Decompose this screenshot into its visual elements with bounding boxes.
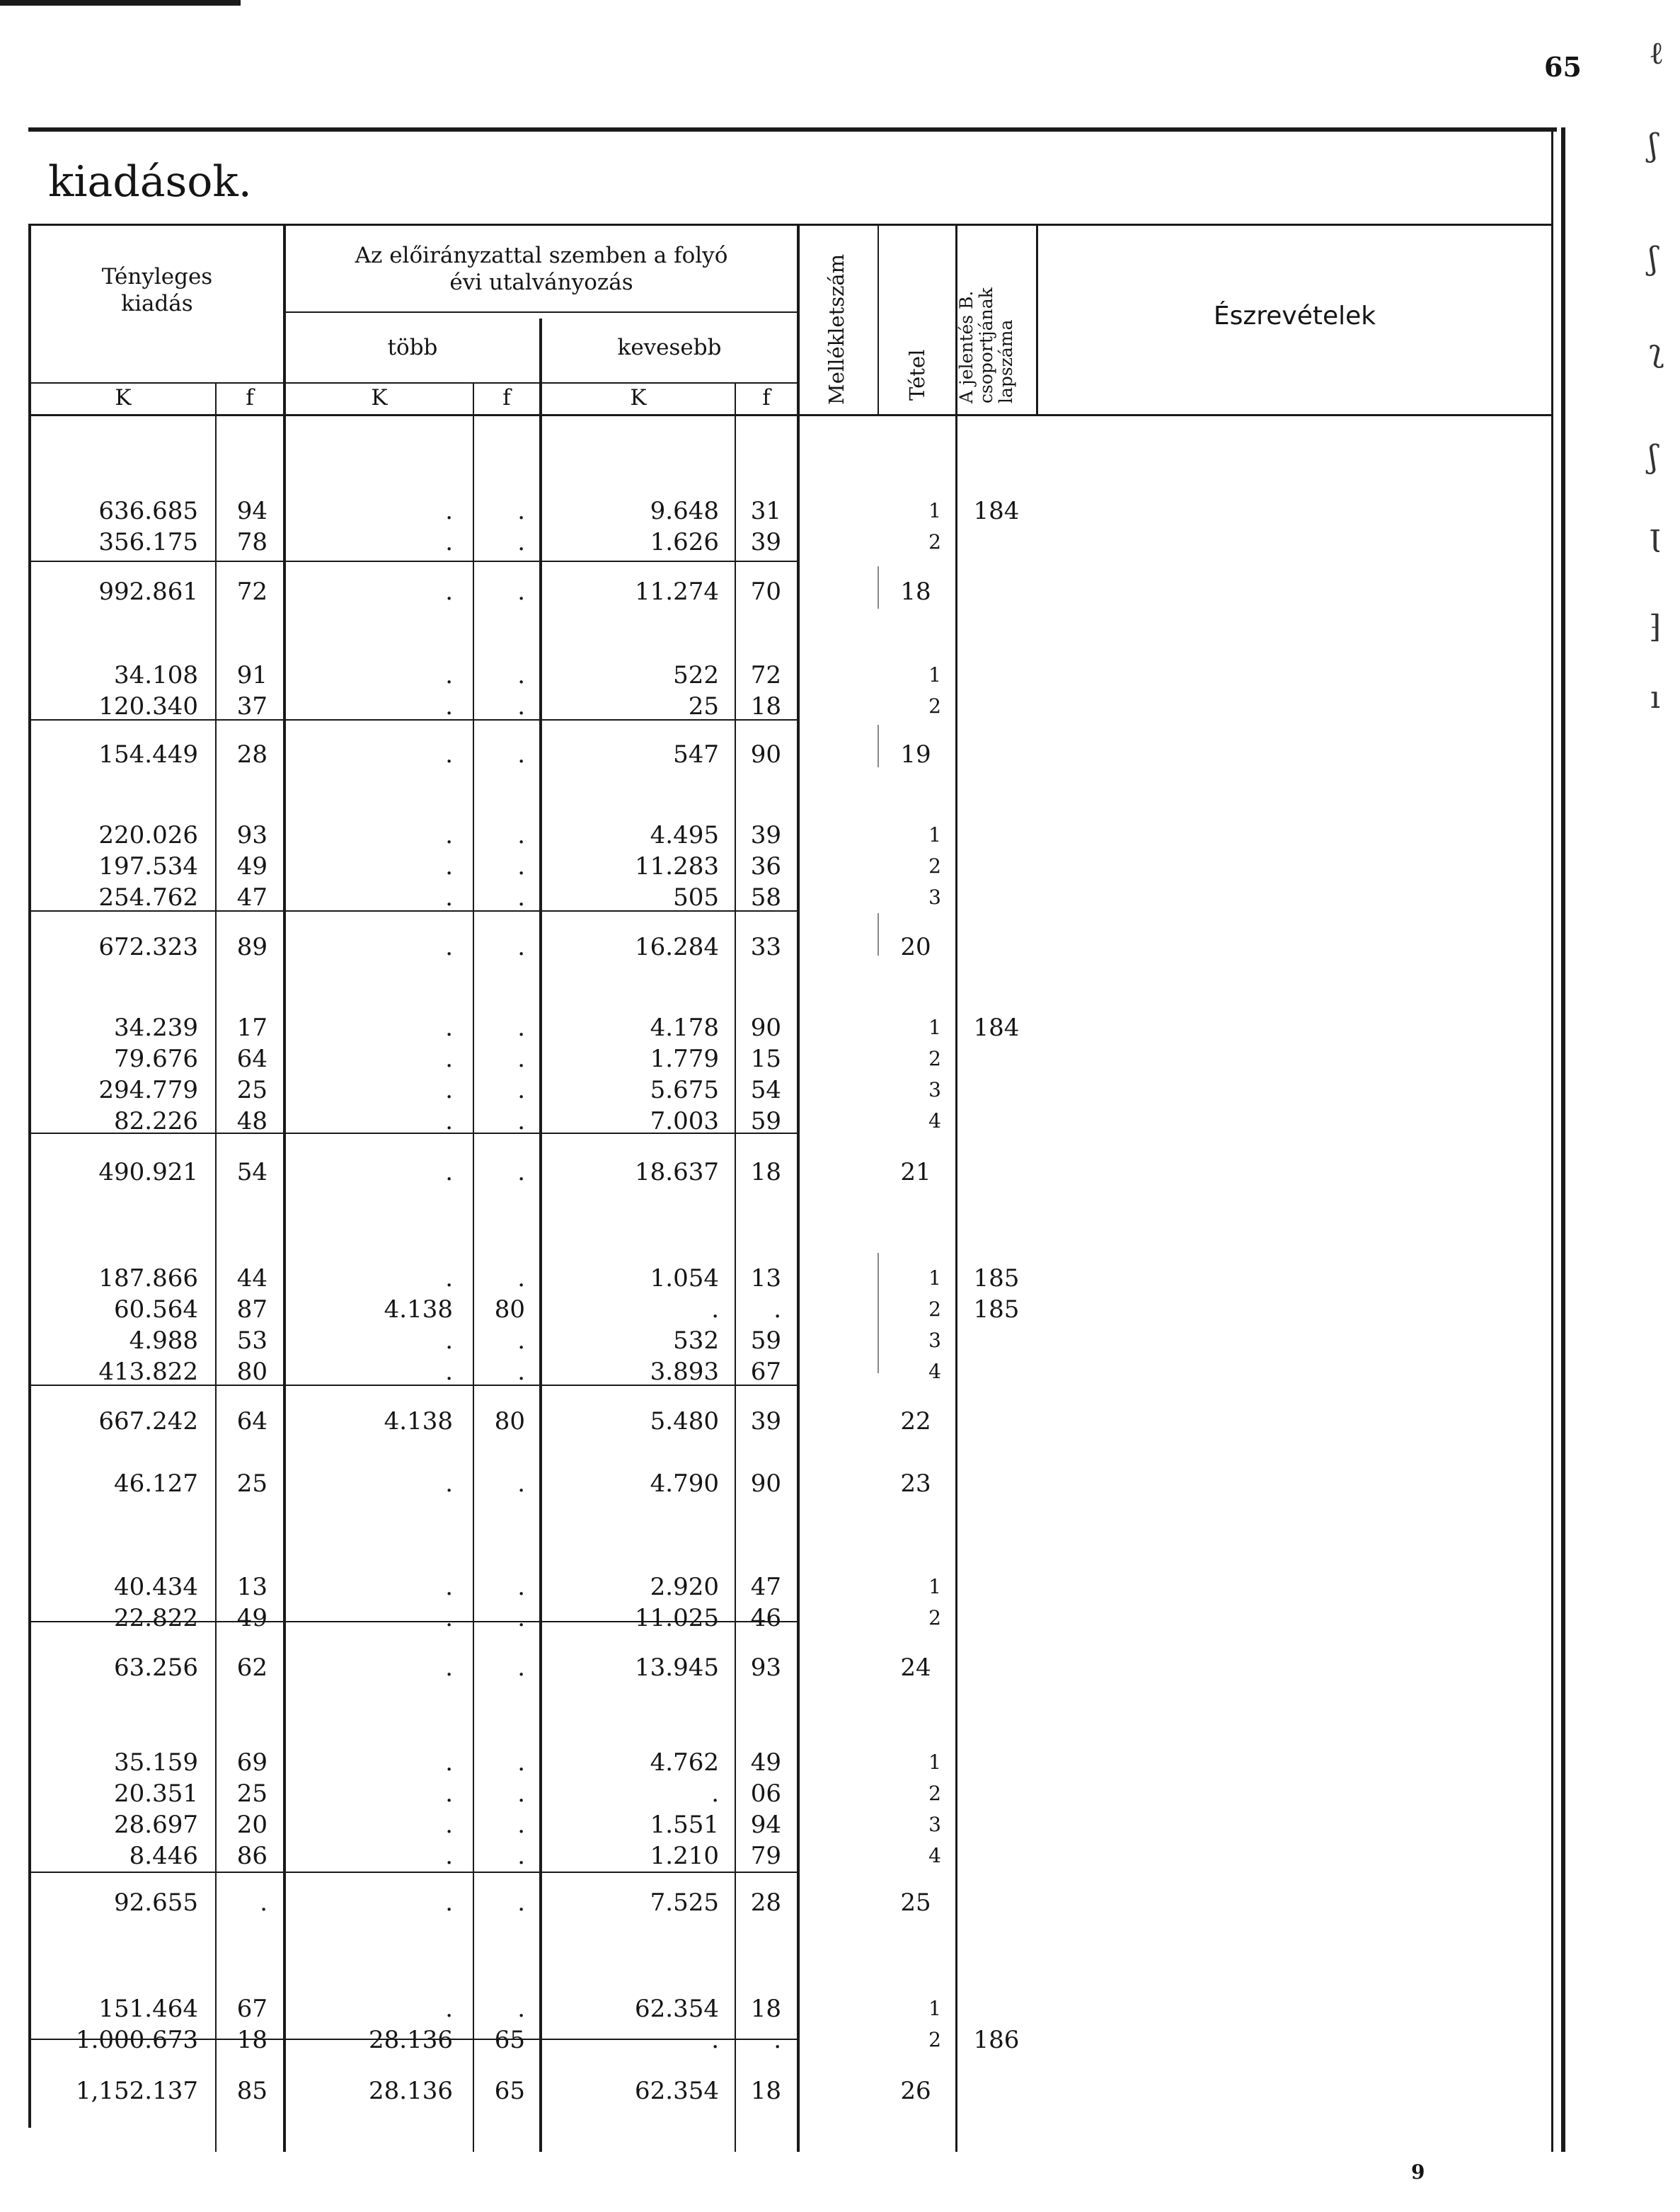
header-k-1: K xyxy=(115,385,132,411)
cell-tobb-k: . xyxy=(445,692,453,721)
cell-tobb-f: . xyxy=(517,528,525,556)
cell-tobb-f: . xyxy=(517,883,525,912)
cell-tetel: 2 xyxy=(928,694,941,718)
cell-kevesebb-f: 49 xyxy=(750,1748,781,1777)
cell-tobb-f: 65 xyxy=(494,2026,525,2054)
cell-tobb-f: . xyxy=(517,497,525,525)
cell-tenyleges-f: 62 xyxy=(236,1654,267,1682)
cell-kevesebb-f: . xyxy=(773,1295,781,1324)
cell-mellekletszam: 24 xyxy=(900,1654,931,1682)
col-divider-mell-tetel xyxy=(878,224,879,415)
right-border-outer xyxy=(1561,127,1565,2152)
cell-kevesebb-k: 1.054 xyxy=(650,1264,719,1293)
col-divider-tetel-lap xyxy=(955,224,957,2152)
header-f-3: f xyxy=(762,385,771,411)
cell-mellekletszam: 19 xyxy=(900,740,931,769)
cell-tobb-k: . xyxy=(445,1748,453,1777)
cell-kevesebb-f: 90 xyxy=(750,1014,781,1042)
cell-tobb-f: . xyxy=(517,1107,525,1135)
cell-tenyleges-f: 91 xyxy=(236,661,267,689)
cell-tenyleges-k: 151.464 xyxy=(98,1995,198,2023)
cell-tobb-k: . xyxy=(445,1573,453,1601)
cell-tenyleges-k: 40.434 xyxy=(114,1573,198,1601)
cell-kevesebb-k: 7.003 xyxy=(650,1107,719,1135)
cell-tetel: 4 xyxy=(928,1109,941,1133)
cell-tenyleges-k: 28.697 xyxy=(114,1811,198,1839)
cell-tenyleges-f: 54 xyxy=(236,1158,267,1186)
margin-scribble-icon: ʃ xyxy=(1649,439,1657,475)
cell-tetel: 1 xyxy=(928,1016,941,1039)
cell-tobb-f: . xyxy=(517,1780,525,1808)
cell-kevesebb-f: 13 xyxy=(750,1264,781,1293)
cell-kevesebb-f: 39 xyxy=(750,1407,781,1435)
cell-mellekletszam: 20 xyxy=(900,933,931,961)
header-tobb: több xyxy=(387,335,438,360)
cell-tenyleges-f: 18 xyxy=(236,2026,267,2054)
cell-mellekletszam: 26 xyxy=(900,2077,931,2105)
cell-kevesebb-k: 4.178 xyxy=(650,1014,719,1042)
cell-tobb-f: . xyxy=(517,692,525,721)
cell-kevesebb-k: 11.283 xyxy=(635,852,719,881)
cell-tobb-k: . xyxy=(445,497,453,525)
cell-tenyleges-f: 13 xyxy=(236,1573,267,1601)
cell-kevesebb-f: 39 xyxy=(750,821,781,849)
cell-tobb-f: . xyxy=(517,740,525,769)
cell-lapszam: 184 xyxy=(973,1014,1020,1042)
cell-kevesebb-f: 28 xyxy=(750,1889,781,1917)
cell-tobb-k: . xyxy=(445,1107,453,1135)
cell-tobb-f: . xyxy=(517,1076,525,1104)
cell-tobb-f: . xyxy=(517,661,525,689)
subtotal-rule xyxy=(31,561,797,562)
cell-lapszam: 185 xyxy=(973,1264,1020,1293)
cell-tobb-k: . xyxy=(445,1780,453,1808)
cell-kevesebb-f: 06 xyxy=(750,1780,781,1808)
cell-tetel: 2 xyxy=(928,2028,941,2051)
cell-tobb-f: . xyxy=(517,1889,525,1917)
margin-scribble-icon: ⁆ xyxy=(1649,609,1662,645)
cell-kevesebb-k: 1.779 xyxy=(650,1045,719,1073)
cell-tetel: 1 xyxy=(928,1575,941,1598)
cell-tenyleges-f: 72 xyxy=(236,578,267,606)
cell-tobb-k: 28.136 xyxy=(369,2077,453,2105)
cell-kevesebb-k: 547 xyxy=(673,740,719,769)
cell-tobb-f: . xyxy=(517,1358,525,1386)
cell-kevesebb-k: . xyxy=(711,1780,719,1808)
cell-tenyleges-f: 48 xyxy=(236,1107,267,1135)
cell-kevesebb-k: . xyxy=(711,2026,719,2054)
cell-kevesebb-k: 5.480 xyxy=(650,1407,719,1435)
cell-tobb-k: . xyxy=(445,1326,453,1355)
cell-tenyleges-k: 1,152.137 xyxy=(75,2077,198,2105)
cell-tenyleges-k: 636.685 xyxy=(98,497,198,525)
cell-tenyleges-k: 82.226 xyxy=(114,1107,198,1135)
header-jelentes: A jelentés B. csoportjának lapszáma xyxy=(956,287,1016,403)
cell-tobb-k: . xyxy=(445,1469,453,1498)
cell-tobb-f: . xyxy=(517,1014,525,1042)
cell-kevesebb-k: 25 xyxy=(688,692,719,721)
cell-tenyleges-f: 20 xyxy=(236,1811,267,1839)
cell-kevesebb-k: 9.648 xyxy=(650,497,719,525)
cell-kevesebb-k: 4.762 xyxy=(650,1748,719,1777)
cell-kevesebb-k: . xyxy=(711,1295,719,1324)
cell-kevesebb-k: 5.675 xyxy=(650,1076,719,1104)
cell-tenyleges-k: 79.676 xyxy=(114,1045,198,1073)
cell-tobb-f: 80 xyxy=(494,1407,525,1435)
cell-mellekletszam: 25 xyxy=(900,1889,931,1917)
cell-kevesebb-f: 46 xyxy=(750,1604,781,1632)
cell-tobb-f: . xyxy=(517,1326,525,1355)
cell-kevesebb-f: 18 xyxy=(750,692,781,721)
cell-tetel: 2 xyxy=(928,1297,941,1321)
cell-tenyleges-k: 356.175 xyxy=(98,528,198,556)
cell-tenyleges-f: 78 xyxy=(236,528,267,556)
cell-tenyleges-k: 8.446 xyxy=(129,1842,198,1870)
margin-scribble-icon: ı xyxy=(1650,680,1661,716)
cell-kevesebb-k: 62.354 xyxy=(635,2077,719,2105)
cell-tobb-k: . xyxy=(445,1842,453,1870)
cell-kevesebb-k: 16.284 xyxy=(635,933,719,961)
cell-tobb-k: . xyxy=(445,1654,453,1682)
cell-tetel: 2 xyxy=(928,854,941,878)
cell-tenyleges-f: 37 xyxy=(236,692,267,721)
cell-tobb-k: 28.136 xyxy=(369,2026,453,2054)
cell-tobb-f: . xyxy=(517,821,525,849)
cell-tobb-f: . xyxy=(517,1604,525,1632)
cell-kevesebb-f: . xyxy=(773,2026,781,2054)
cell-tetel: 2 xyxy=(928,1606,941,1629)
cell-kevesebb-k: 7.525 xyxy=(650,1889,719,1917)
cell-tenyleges-k: 46.127 xyxy=(114,1469,198,1498)
page-title: kiadások. xyxy=(48,157,252,207)
top-left-rule xyxy=(0,0,241,6)
cell-tobb-k: . xyxy=(445,883,453,912)
cell-kevesebb-f: 90 xyxy=(750,1469,781,1498)
cell-tenyleges-f: 25 xyxy=(236,1469,267,1498)
cell-mellekletszam: 23 xyxy=(900,1469,931,1498)
cell-tenyleges-f: 53 xyxy=(236,1326,267,1355)
cell-kevesebb-k: 18.637 xyxy=(635,1158,719,1186)
cell-tetel: 1 xyxy=(928,1750,941,1774)
cell-tenyleges-k: 4.988 xyxy=(129,1326,198,1355)
header-tenyleges: Tényleges kiadás xyxy=(101,264,213,316)
cell-tetel: 4 xyxy=(928,1844,941,1867)
cell-tenyleges-k: 34.108 xyxy=(114,661,198,689)
cell-tobb-f: . xyxy=(517,1469,525,1498)
cell-kevesebb-k: 62.354 xyxy=(635,1995,719,2023)
cell-tobb-f: . xyxy=(517,1811,525,1839)
page-number: 65 xyxy=(1544,51,1582,83)
cell-kevesebb-f: 72 xyxy=(750,661,781,689)
cell-tenyleges-k: 187.866 xyxy=(98,1264,198,1293)
header-f-2: f xyxy=(502,385,511,411)
cell-tetel: 4 xyxy=(928,1360,941,1383)
cell-tobb-f: . xyxy=(517,1573,525,1601)
cell-tenyleges-f: 87 xyxy=(236,1295,267,1324)
cell-lapszam: 186 xyxy=(973,2026,1020,2054)
cell-tetel: 3 xyxy=(928,1813,941,1836)
margin-scribble-icon: ℓ xyxy=(1649,35,1664,71)
cell-kevesebb-k: 11.025 xyxy=(635,1604,719,1632)
cell-kevesebb-k: 532 xyxy=(673,1326,719,1355)
header-rule-eloir xyxy=(286,311,797,313)
cell-tetel: 3 xyxy=(928,1078,941,1101)
cell-tenyleges-f: 25 xyxy=(236,1780,267,1808)
cell-tobb-f: . xyxy=(517,1654,525,1682)
cell-tenyleges-k: 197.534 xyxy=(98,852,198,881)
cell-tenyleges-k: 413.822 xyxy=(98,1358,198,1386)
cell-tenyleges-f: 47 xyxy=(236,883,267,912)
cell-kevesebb-f: 47 xyxy=(750,1573,781,1601)
col-divider-kevesebb-mell xyxy=(797,224,800,2152)
margin-scribble-icon: ʅ xyxy=(1649,333,1664,369)
header-f-1: f xyxy=(246,385,254,411)
cell-tenyleges-f: 86 xyxy=(236,1842,267,1870)
cell-tenyleges-k: 63.256 xyxy=(114,1654,198,1682)
cell-tobb-f: . xyxy=(517,1045,525,1073)
cell-tenyleges-k: 35.159 xyxy=(114,1748,198,1777)
mell-tick xyxy=(878,1253,879,1373)
cell-tenyleges-k: 992.861 xyxy=(98,578,198,606)
cell-tenyleges-k: 20.351 xyxy=(114,1780,198,1808)
cell-tobb-k: . xyxy=(445,1264,453,1293)
cell-tenyleges-k: 294.779 xyxy=(98,1076,198,1104)
cell-tenyleges-k: 22.822 xyxy=(114,1604,198,1632)
cell-kevesebb-f: 36 xyxy=(750,852,781,881)
margin-scribble-icon: ʃ xyxy=(1649,127,1657,164)
cell-kevesebb-f: 39 xyxy=(750,528,781,556)
cell-tenyleges-k: 490.921 xyxy=(98,1158,198,1186)
cell-tobb-k: . xyxy=(445,1014,453,1042)
cell-tenyleges-k: 34.239 xyxy=(114,1014,198,1042)
cell-kevesebb-f: 94 xyxy=(750,1811,781,1839)
header-k-2: K xyxy=(371,385,388,411)
cell-tetel: 2 xyxy=(928,1782,941,1805)
cell-tobb-k: . xyxy=(445,933,453,961)
header-rule-kf xyxy=(31,382,797,384)
cell-tetel: 1 xyxy=(928,1266,941,1290)
cell-tetel: 3 xyxy=(928,886,941,909)
cell-tobb-k: . xyxy=(445,1604,453,1632)
cell-kevesebb-f: 54 xyxy=(750,1076,781,1104)
cell-tobb-f: . xyxy=(517,852,525,881)
cell-kevesebb-f: 58 xyxy=(750,883,781,912)
cell-tetel: 2 xyxy=(928,530,941,554)
cell-tetel: 3 xyxy=(928,1329,941,1352)
cell-tobb-f: . xyxy=(517,1158,525,1186)
cell-tobb-k: . xyxy=(445,528,453,556)
cell-tetel: 2 xyxy=(928,1047,941,1070)
margin-scribble-icon: Ɩ xyxy=(1649,524,1662,560)
cell-tetel: 1 xyxy=(928,823,941,847)
cell-kevesebb-k: 11.274 xyxy=(635,578,719,606)
cell-tobb-k: . xyxy=(445,661,453,689)
cell-kevesebb-k: 4.790 xyxy=(650,1469,719,1498)
cell-tenyleges-f: 93 xyxy=(236,821,267,849)
cell-kevesebb-f: 18 xyxy=(750,2077,781,2105)
cell-lapszam: 185 xyxy=(973,1295,1020,1324)
cell-tobb-k: 4.138 xyxy=(384,1407,453,1435)
cell-kevesebb-f: 90 xyxy=(750,740,781,769)
cell-tenyleges-k: 254.762 xyxy=(98,883,198,912)
cell-tenyleges-f: 49 xyxy=(236,1604,267,1632)
cell-tenyleges-f: 85 xyxy=(236,2077,267,2105)
cell-tenyleges-k: 120.340 xyxy=(98,692,198,721)
header-mellekletszam: Mellékletszám xyxy=(824,253,848,405)
cell-tobb-k: . xyxy=(445,1045,453,1073)
cell-tobb-k: . xyxy=(445,821,453,849)
cell-tobb-k: . xyxy=(445,1811,453,1839)
cell-tenyleges-f: 17 xyxy=(236,1014,267,1042)
right-border-inner xyxy=(1551,132,1553,2152)
cell-kevesebb-k: 505 xyxy=(673,883,719,912)
cell-kevesebb-f: 18 xyxy=(750,1158,781,1186)
cell-tenyleges-k: 154.449 xyxy=(98,740,198,769)
header-eloiranyzat: Az előirányzattal szemben a folyó évi utalványozás xyxy=(355,243,728,295)
cell-tobb-k: . xyxy=(445,578,453,606)
cell-mellekletszam: 22 xyxy=(900,1407,931,1435)
cell-kevesebb-k: 4.495 xyxy=(650,821,719,849)
cell-kevesebb-k: 2.920 xyxy=(650,1573,719,1601)
header-top-rule xyxy=(28,224,1551,226)
cell-kevesebb-k: 1.210 xyxy=(650,1842,719,1870)
cell-tobb-k: . xyxy=(445,1158,453,1186)
cell-tenyleges-f: 80 xyxy=(236,1358,267,1386)
cell-tetel: 1 xyxy=(928,1997,941,2020)
cell-tenyleges-f: 67 xyxy=(236,1995,267,2023)
cell-tenyleges-f: 28 xyxy=(236,740,267,769)
cell-tobb-f: . xyxy=(517,1842,525,1870)
cell-tetel: 1 xyxy=(928,499,941,522)
cell-tobb-k: . xyxy=(445,1076,453,1104)
cell-tenyleges-k: 672.323 xyxy=(98,933,198,961)
cell-kevesebb-k: 522 xyxy=(673,661,719,689)
cell-tobb-f: . xyxy=(517,578,525,606)
cell-kevesebb-k: 1.626 xyxy=(650,528,719,556)
cell-kevesebb-f: 59 xyxy=(750,1326,781,1355)
cell-tobb-k: . xyxy=(445,1995,453,2023)
cell-tobb-f: . xyxy=(517,1995,525,2023)
cell-kevesebb-f: 59 xyxy=(750,1107,781,1135)
margin-scribble-icon: ʃ xyxy=(1649,241,1657,277)
cell-tenyleges-f: 49 xyxy=(236,852,267,881)
cell-kevesebb-f: 93 xyxy=(750,1654,781,1682)
header-eszrevetelek: Észrevételek xyxy=(1213,302,1376,331)
top-thick-rule xyxy=(28,127,1557,132)
cell-tenyleges-k: 60.564 xyxy=(114,1295,198,1324)
cell-tobb-f: 80 xyxy=(494,1295,525,1324)
cell-kevesebb-k: 3.893 xyxy=(650,1358,719,1386)
cell-kevesebb-f: 70 xyxy=(750,578,781,606)
cell-tenyleges-k: 1.000.673 xyxy=(75,2026,198,2054)
cell-tobb-k: . xyxy=(445,852,453,881)
cell-tenyleges-k: 667.242 xyxy=(98,1407,198,1435)
cell-lapszam: 184 xyxy=(973,497,1020,525)
cell-kevesebb-f: 33 xyxy=(750,933,781,961)
header-bottom-rule xyxy=(28,414,1551,416)
header-kevesebb: kevesebb xyxy=(617,335,722,360)
cell-mellekletszam: 21 xyxy=(900,1158,931,1186)
cell-tobb-k: . xyxy=(445,740,453,769)
cell-tenyleges-f: 64 xyxy=(236,1045,267,1073)
cell-tenyleges-f: 69 xyxy=(236,1748,267,1777)
footer-number: 9 xyxy=(1411,2160,1425,2184)
cell-tobb-k: . xyxy=(445,1889,453,1917)
cell-tenyleges-f: . xyxy=(260,1889,267,1917)
cell-tenyleges-f: 89 xyxy=(236,933,267,961)
header-tetel: Tétel xyxy=(905,349,929,401)
cell-mellekletszam: 18 xyxy=(900,578,931,606)
cell-kevesebb-f: 18 xyxy=(750,1995,781,2023)
cell-kevesebb-f: 15 xyxy=(750,1045,781,1073)
cell-tetel: 1 xyxy=(928,663,941,687)
cell-kevesebb-f: 67 xyxy=(750,1358,781,1386)
cell-tobb-k: 4.138 xyxy=(384,1295,453,1324)
cell-tenyleges-f: 44 xyxy=(236,1264,267,1293)
cell-kevesebb-k: 1.551 xyxy=(650,1811,719,1839)
cell-tobb-f: . xyxy=(517,933,525,961)
cell-tobb-f: . xyxy=(517,1264,525,1293)
cell-kevesebb-f: 31 xyxy=(750,497,781,525)
cell-kevesebb-k: 13.945 xyxy=(635,1654,719,1682)
cell-tenyleges-f: 25 xyxy=(236,1076,267,1104)
cell-tenyleges-k: 92.655 xyxy=(114,1889,198,1917)
cell-tenyleges-f: 64 xyxy=(236,1407,267,1435)
cell-tobb-f: . xyxy=(517,1748,525,1777)
cell-tenyleges-k: 220.026 xyxy=(98,821,198,849)
header-k-3: K xyxy=(630,385,647,411)
subtotal-rule xyxy=(31,1872,797,1873)
cell-tobb-f: 65 xyxy=(494,2077,525,2105)
cell-kevesebb-f: 79 xyxy=(750,1842,781,1870)
cell-tobb-k: . xyxy=(445,1358,453,1386)
cell-tenyleges-f: 94 xyxy=(236,497,267,525)
